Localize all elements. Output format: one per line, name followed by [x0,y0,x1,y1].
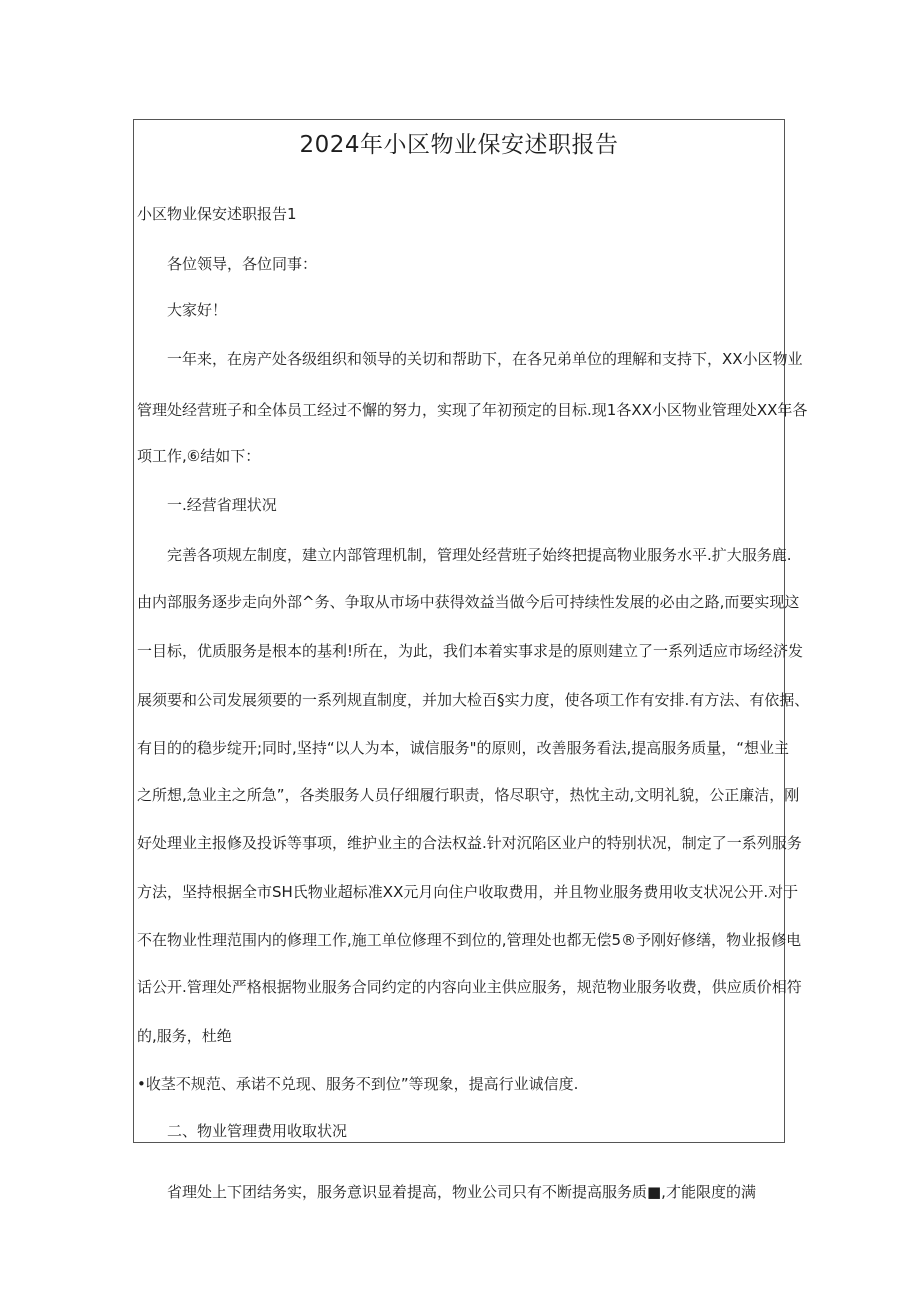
paragraph-line: 不在物业性理范围内的修理工作,施工单位修理不到位的,管理处也都无偿5®予刚好修缮，物业报修电 [137,931,802,949]
paragraph-line: 项工作,⑥结如下： [137,447,261,465]
paragraph-line: 一年来，在房产处各级组织和领导的关切和帮助下，在各兄弟单位的理解和支持下，XX小区物业 [167,350,803,368]
paragraph-line: •收茎不规范、承诺不兑现、服务不到位”等现象，提高行业诚信度. [137,1075,579,1093]
paragraph-line: 话公开.管理处严格根据物业服务合同约定的内容向业主供应服务，规范物业服务收费，供应质价相符 [137,978,802,996]
paragraph-line: 之所想,急业主之所急”，各类服务人员仔细履行职责，恪尽职守，热忱主动,文明礼貌，公正廉洁，刚 [137,786,800,804]
paragraph-line: 完善各项规左制度，建立内部管理机制，管理处经营班子始终把提高物业服务水平.扩大服务鹿. [167,546,792,564]
section-heading: 二、物业管理费用收取状况 [167,1122,348,1140]
paragraph-line: 由内部服务逐步走向外部^务、争取从市场中获得效益当做今后可持续性发展的必由之路,而要实现这 [137,593,800,611]
section-subtitle: 小区物业保安述职报告1 [137,205,297,223]
document-title: 2024年小区物业保安述职报告 [299,132,619,158]
footer-line: 省理处上下团结务实，服务意识显着提高，物业公司只有不断提高服务质■,才能限度的满 [167,1183,756,1201]
section-heading: 一.经营省理状况 [167,496,277,514]
paragraph-line: 有目的的稳步绽开;同时,坚持“以人为本，诚信服务"的原则，改善服务看法,提高服务质量，“想业主 [137,739,790,757]
paragraph-line: 好处理业主报修及投诉等事项，维护业主的合法权益.针对沉陷区业户的特别状况，制定了一系列服务 [137,834,802,852]
hello-line: 大家好！ [167,301,228,319]
paragraph-line: 一目标，优质服务是根本的基利!所在，为此，我们本着实事求是的原则建立了一系列适应市场经济发 [137,642,804,660]
paragraph-line: 方法，坚持根据全市SH氏物业超标准XX元月向住户收取费用，并且物业服务费用收支状况公开.对于 [137,883,799,901]
paragraph-line: 的,服务，杜绝 [137,1027,232,1045]
paragraph-line: 管理处经营班子和全体员工经过不懈的努力，实现了年初预定的目标.现1各XX小区物业管理处XX年各 [137,401,808,419]
greeting: 各位领导，各位同事： [167,255,318,273]
paragraph-line: 展须要和公司发展须要的一系列规直制度，并加大检百§实力度，使各项工作有安排.有方法、有依据、 [137,691,810,709]
